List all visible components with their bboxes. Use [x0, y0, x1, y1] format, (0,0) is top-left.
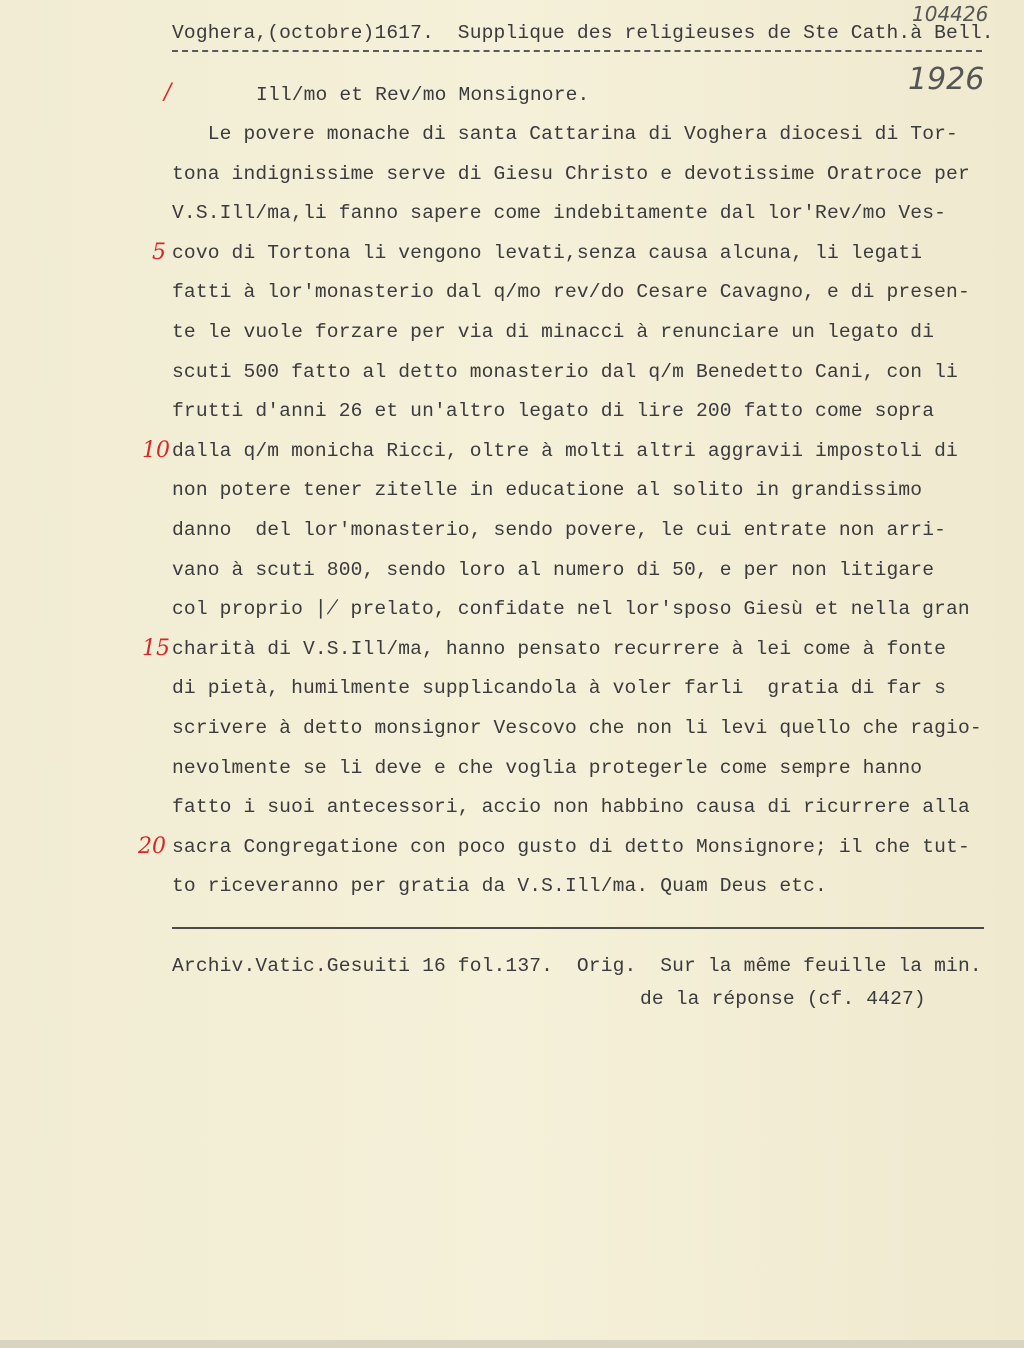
body-line: charità di V.S.Ill/ma, hanno pensato recurrere à lei come à fonte	[172, 637, 947, 660]
body-line: scrivere à detto monsignor Vescovo che non li levi quello che ragio-	[172, 717, 982, 739]
body-line: Le povere monache di santa Cattarina di Voghera diocesi di Tor-	[172, 123, 958, 145]
header-divider	[172, 50, 982, 52]
body-line: tona indignissime serve di Giesu Christo e devotissime Oratroce per	[172, 162, 970, 185]
margin-number: 15	[142, 636, 170, 661]
body-line: danno del lor'monasterio, sendo povere, le cui entrate non arri-	[172, 519, 947, 541]
margin-number: 10	[142, 438, 170, 463]
scan-edge	[0, 1340, 1024, 1348]
body-line: frutti d'anni 26 et un'altro legato di lire 200 fatto come sopra	[172, 400, 935, 423]
document-header: Voghera,(octobre)1617. Supplique des religieuses de Ste Cath.à Bell.	[172, 22, 994, 44]
body-line: nevolmente se li deve e che voglia protegerle come sempre hanno	[172, 756, 923, 779]
body-line: col proprio ∤ prelato, confidate nel lor'sposo Giesù et nella gran	[172, 598, 970, 621]
archive-reference: Archiv.Vatic.Gesuiti 16 fol.137. Orig. Sur la même feuille la min.	[172, 955, 982, 977]
body-line: te le vuole forzare per via di minacci à renunciare un legato di	[172, 321, 935, 343]
body-line: scuti 500 fatto al detto monasterio dal q/m Benedetto Cani, con li	[172, 360, 958, 383]
document-number-top: 104426	[912, 2, 989, 26]
document-number-pencil: 1926	[908, 62, 985, 97]
archive-reference-cont: de la réponse (cf. 4427)	[640, 988, 926, 1010]
body-line: dalla q/m monicha Ricci, oltre à molti altri aggravii impostoli di	[172, 439, 958, 462]
margin-number: 20	[138, 834, 166, 859]
salutation: Ill/mo et Rev/mo Monsignore.	[256, 84, 590, 106]
body-line: fatti à lor'monasterio dal q/mo rev/do Cesare Cavagno, e di presen-	[172, 281, 970, 304]
body-line: sacra Congregatione con poco gusto di detto Monsignore; il che tut-	[172, 835, 970, 858]
body-line: V.S.Ill/ma,li fanno sapere come indebitamente dal lor'Rev/mo Ves-	[172, 202, 947, 225]
body-line: to riceveranno per gratia da V.S.Ill/ma. Quam Deus etc.	[172, 875, 827, 898]
body-line: covo di Tortona li vengono levati,senza causa alcuna, li legati	[172, 241, 923, 264]
body-line: non potere tener zitelle in educatione al solito in grandissimo	[172, 479, 923, 502]
margin-number: /	[164, 80, 172, 105]
footer-divider	[172, 927, 984, 929]
margin-number: 5	[152, 240, 166, 265]
body-line: vano à scuti 800, sendo loro al numero di 50, e per non litigare	[172, 558, 935, 581]
body-line: fatto i suoi antecessori, accio non habbino causa di ricurrere alla	[172, 796, 970, 819]
body-line: di pietà, humilmente supplicandola à voler farli gratia di far s	[172, 677, 947, 700]
